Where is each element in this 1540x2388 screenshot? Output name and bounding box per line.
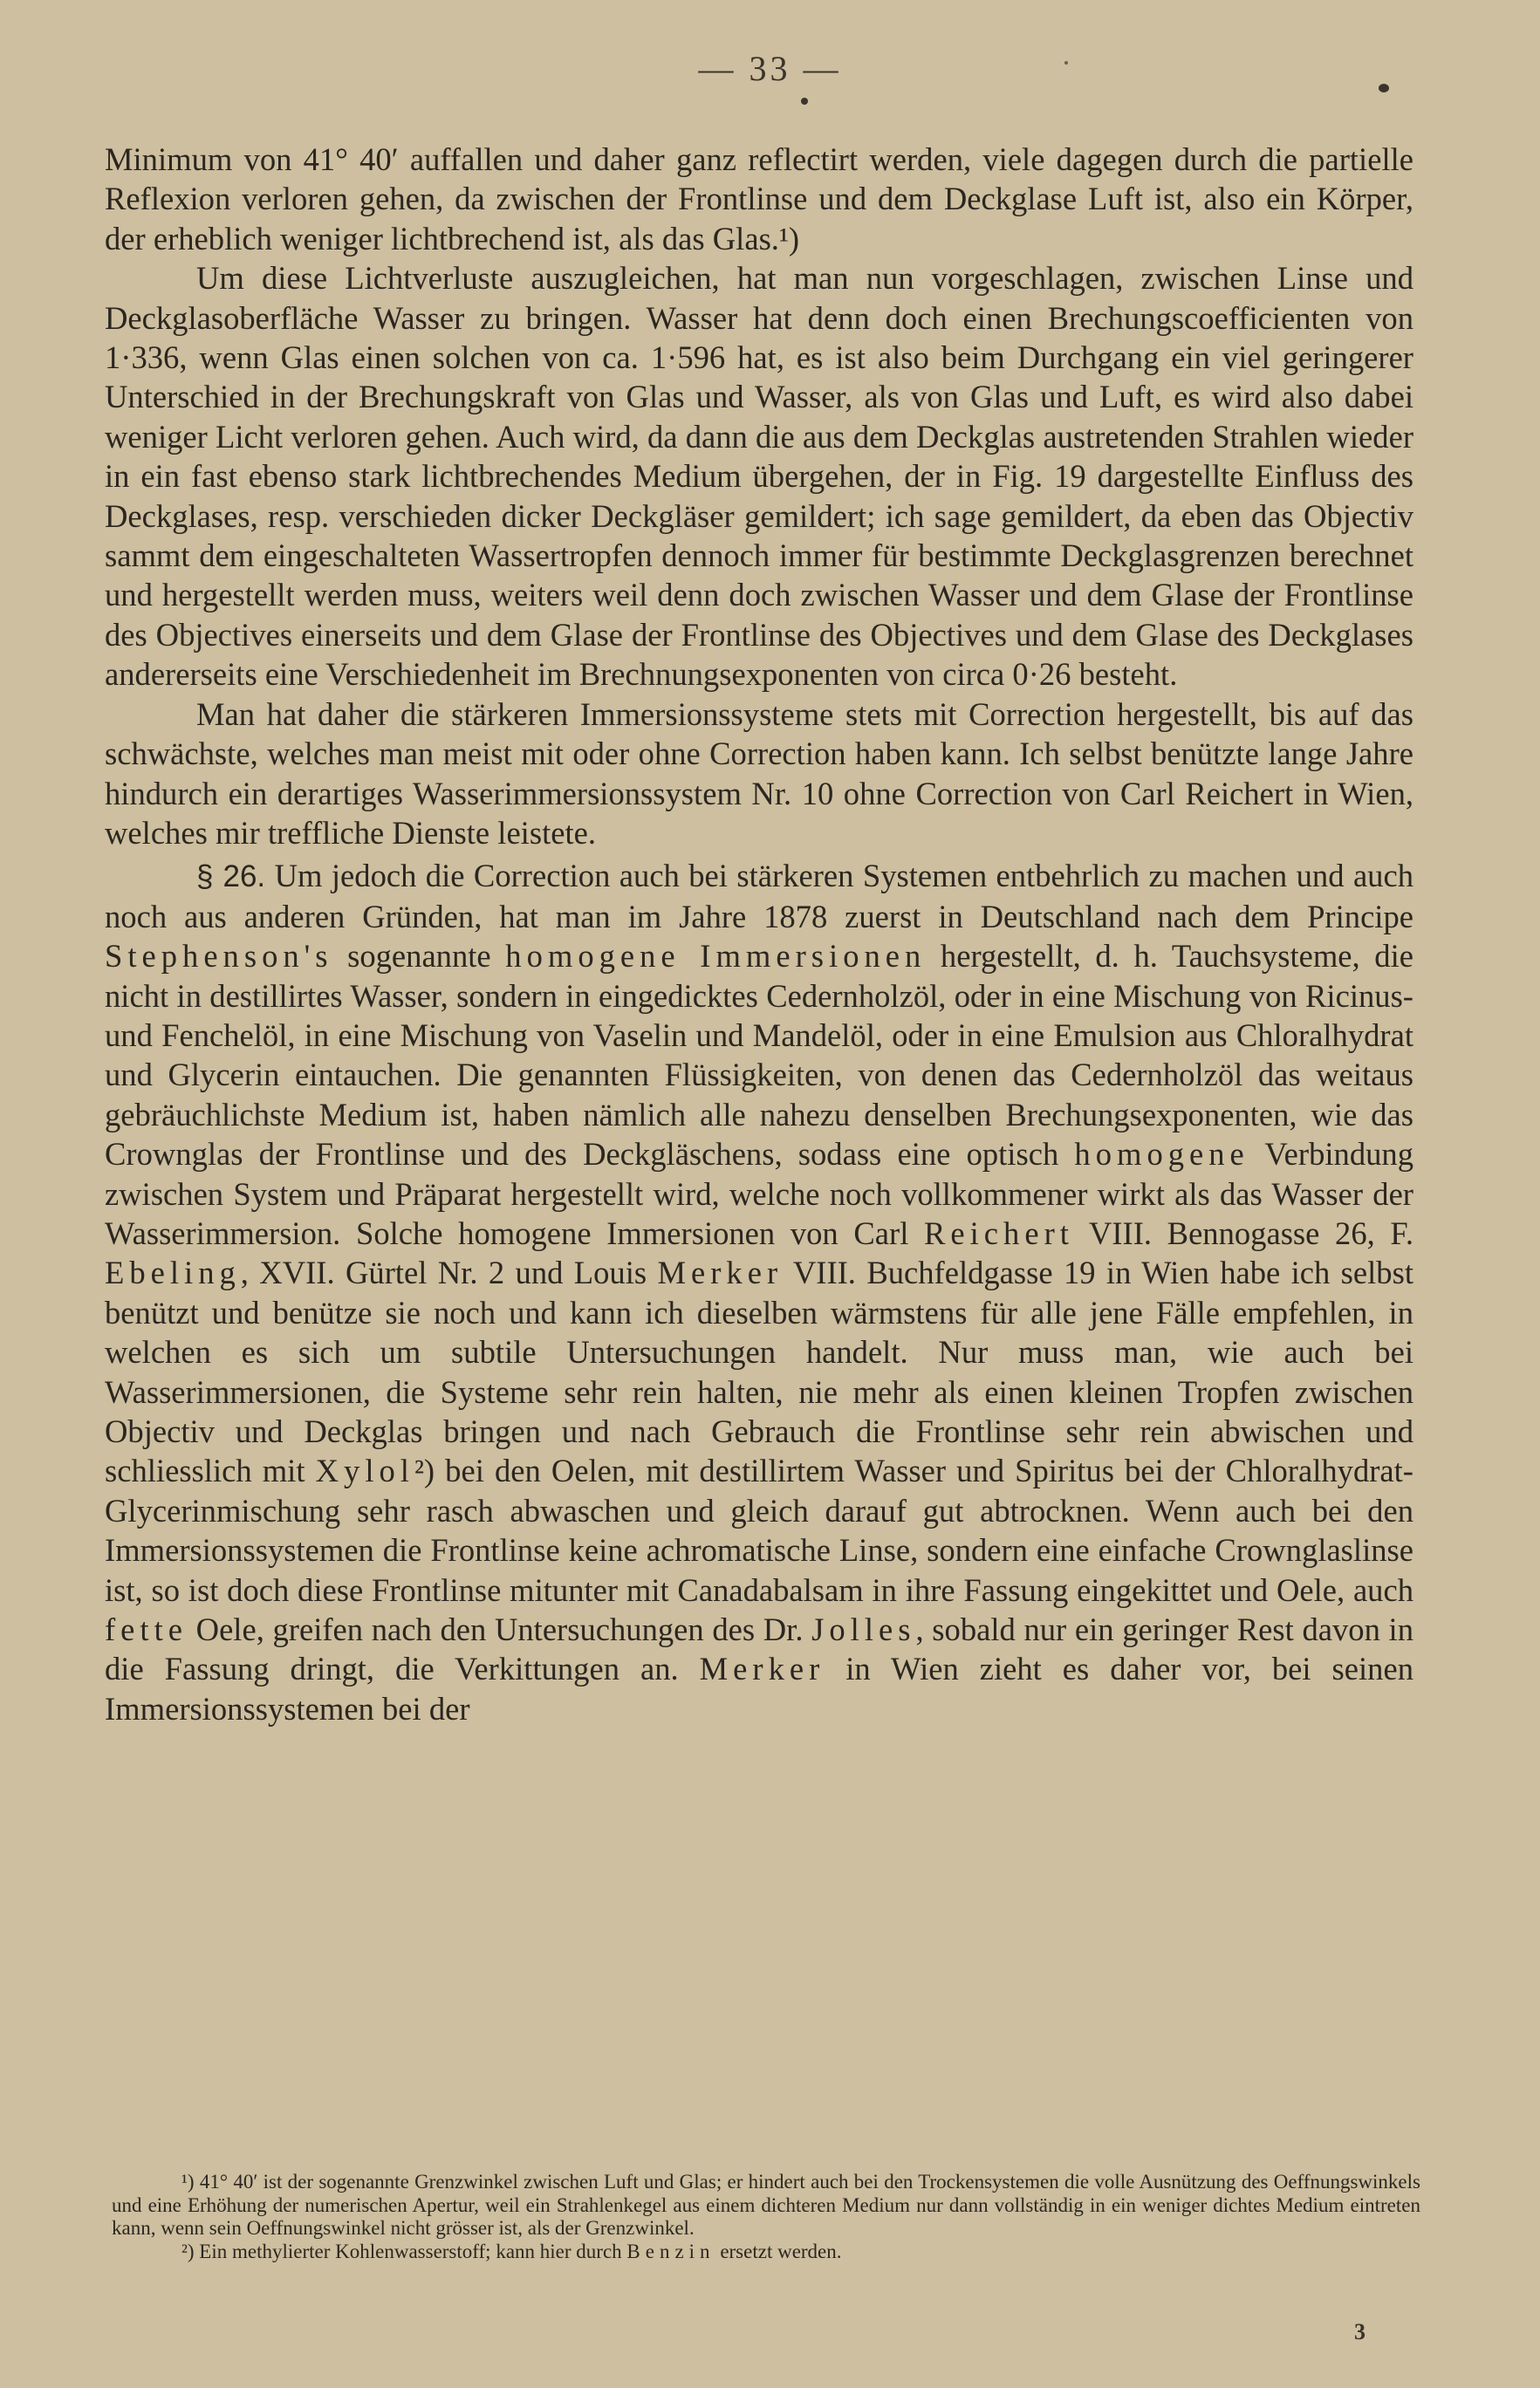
emphasized-term: Benzin	[626, 2240, 715, 2262]
ink-speck	[1379, 84, 1389, 92]
person-name: Merker	[699, 1651, 825, 1687]
footnotes	[112, 2171, 1420, 2263]
text-run: Um jedoch die Correction auch bei stärkeren Systemen entbehrlich zu machen und auch noch aus anderen Gründen, hat man im Jahre 1878 zuerst in Deutschland nach dem Principe	[105, 858, 1413, 934]
text-run: ersetzt werden.	[715, 2240, 842, 2262]
footnote-1: ¹) 41° 40′ ist der sogenannte Grenzwinkel zwischen Luft und Glas; er hindert auch bei den Trockensystemen die volle Ausnützung des Oeffnungswinkels und eine Erhöhung der numerischen Apertur, weil ein Strahlenkegel aus einem dichteren Medium nur dann vollständig in ein weniger dichtes Medium eintreten kann, wenn sein Oeffnungswinkel nicht grösser ist, als der Grenzwinkel.	[112, 2171, 1420, 2239]
text-run: hergestellt, d. h. Tauchsysteme, die nicht in destillirtes Wasser, sondern in eingedicktes Cedernholzöl, oder in eine Mischung von Ricinus- und Fenchelöl, in eine Mischung von Vaselin und Mandelöl, oder in eine Emulsion aus Chloralhydrat und Glycerin eintauchen. Die genannten Flüssigkeiten, von denen das Cedernholzöl das weitaus gebräuchlichste Medium ist, haben nämlich alle nahezu denselben Brechungsexponenten, wie das Crownglas der Frontlinse und des Deckgläschens, sodass eine optisch	[105, 938, 1413, 1173]
text-run: Oele, greifen nach den Untersuchungen des Dr.	[187, 1611, 812, 1648]
person-name: Reichert	[924, 1215, 1074, 1251]
text-run: , sobald nur ein geringer Rest davon in die Fassung dringt, die Verkittungen an.	[105, 1611, 1413, 1687]
text-run: VIII. Buchfeldgasse 19 in Wien habe ich selbst benützt und benütze sie noch und kann ich dieselben wärmstens für alle jene Fälle empfehlen, in welchen es sich um subtile Untersuchungen handelt. Nur muss man, wie auch bei Wasserimmersionen, die Systeme sehr rein halten, nie mehr als einen kleinen Tropfen zwischen Objectiv und Deckglas bringen und nach Gebrauch die Frontlinse sehr rein abwischen und schliesslich mit	[105, 1255, 1413, 1489]
emphasized-term: fette	[105, 1611, 188, 1648]
paragraph-2: Um diese Lichtverluste auszugleichen, hat man nun vorgeschlagen, zwischen Linse und Deckglasoberfläche Wasser zu bringen. Wasser hat denn doch einen Brechungscoefficienten von 1·336, wenn Glas einen solchen von ca. 1·596 hat, es ist also beim Durchgang ein viel geringerer Unterschied in der Brechungskraft von Glas und Wasser, als von Glas und Luft, es wird also dabei weniger Licht verloren gehen. Auch wird, da dann die aus dem Deckglas austretenden Strahlen wieder in ein fast ebenso stark lichtbrechendes Medium übergehen, der in Fig. 19 dargestellte Einfluss des Deckglases, resp. verschieden dicker Deckgläser gemildert; ich sage gemildert, da eben das Objectiv sammt dem eingeschalteten Wassertropfen dennoch immer für bestimmte Deckglasgrenzen berechnet und hergestellt werden muss, weiters weil denn doch zwischen Wasser und dem Glase der Frontlinse des Objectives einerseits und dem Glase der Frontlinse des Objectives und dem Glase des Deckglases andererseits eine Verschiedenheit im Brechnungsexponenten von circa 0·26 besteht.	[105, 260, 1413, 693]
footnote-2	[112, 2241, 1420, 2264]
person-name: Stephenson's	[105, 938, 333, 975]
ink-speck	[1064, 61, 1068, 65]
paragraph-1: Minimum von 41° 40′ auffallen und daher ganz reflectirt werden, viele dagegen durch die partielle Reflexion verloren gehen, da zwischen der Frontlinse und dem Deckglase Luft ist, also ein Körper, der erheblich weniger lichtbrechend ist, als das Glas.¹)	[105, 141, 1413, 257]
body-text	[105, 140, 1413, 1728]
person-name: Merker	[657, 1255, 784, 1291]
text-run: ²) Ein methylierter Kohlenwasserstoff; kann hier durch	[181, 2240, 627, 2262]
paragraph-3: Man hat daher die stärkeren Immersionssysteme stets mit Correction hergestellt, bis auf das schwächste, welches man meist mit oder ohne Correction haben kann. Ich selbst benützte lange Jahre hindurch ein derartiges Wasserimmersionssystem Nr. 10 ohne Correction von Carl Reichert in Wien, welches mir treffliche Dienste leistete.	[105, 695, 1413, 851]
ink-speck	[801, 98, 808, 105]
person-name: Jolles	[811, 1611, 916, 1648]
person-name: Ebeling	[105, 1255, 241, 1291]
text-run: VIII. Bennogasse 26, F.	[1073, 1215, 1413, 1251]
page-number: — 33 —	[698, 49, 842, 88]
emphasized-term: Xylol	[315, 1453, 414, 1489]
signature-mark: 3	[1354, 2319, 1365, 2344]
text-run: in Wien zieht es daher vor, bei seinen Immersionssystemen bei der	[105, 1651, 1413, 1727]
section-marker: § 26.	[196, 859, 266, 894]
text-run: sogenannte	[332, 938, 506, 975]
text-run: ²) bei den Oelen, mit destillirtem Wasser und Spiritus bei der Chloralhydrat-Glycerinmischung sehr rasch abwaschen und gleich darauf gut abtrocknen. Wenn auch bei den Immersionssystemen die Frontlinse keine achromatische Linse, sondern eine einfache Crownglaslinse ist, so ist doch diese Frontlinse mitunter mit Canadabalsam in ihre Fassung eingekittet und Oele, auch	[105, 1453, 1413, 1608]
paragraph-section-26	[105, 856, 1413, 1728]
emphasized-term: homogene Immersionen	[505, 938, 927, 975]
text-run: Verbindung zwischen System und Präparat hergestellt wird, welche noch vollkommener wirkt als das Wasser der Wasserimmersion. Solche homogene Immersionen von Carl	[105, 1136, 1413, 1251]
emphasized-term: homogene	[1074, 1136, 1249, 1173]
text-run: , XVII. Gürtel Nr. 2 und Louis	[240, 1255, 658, 1291]
